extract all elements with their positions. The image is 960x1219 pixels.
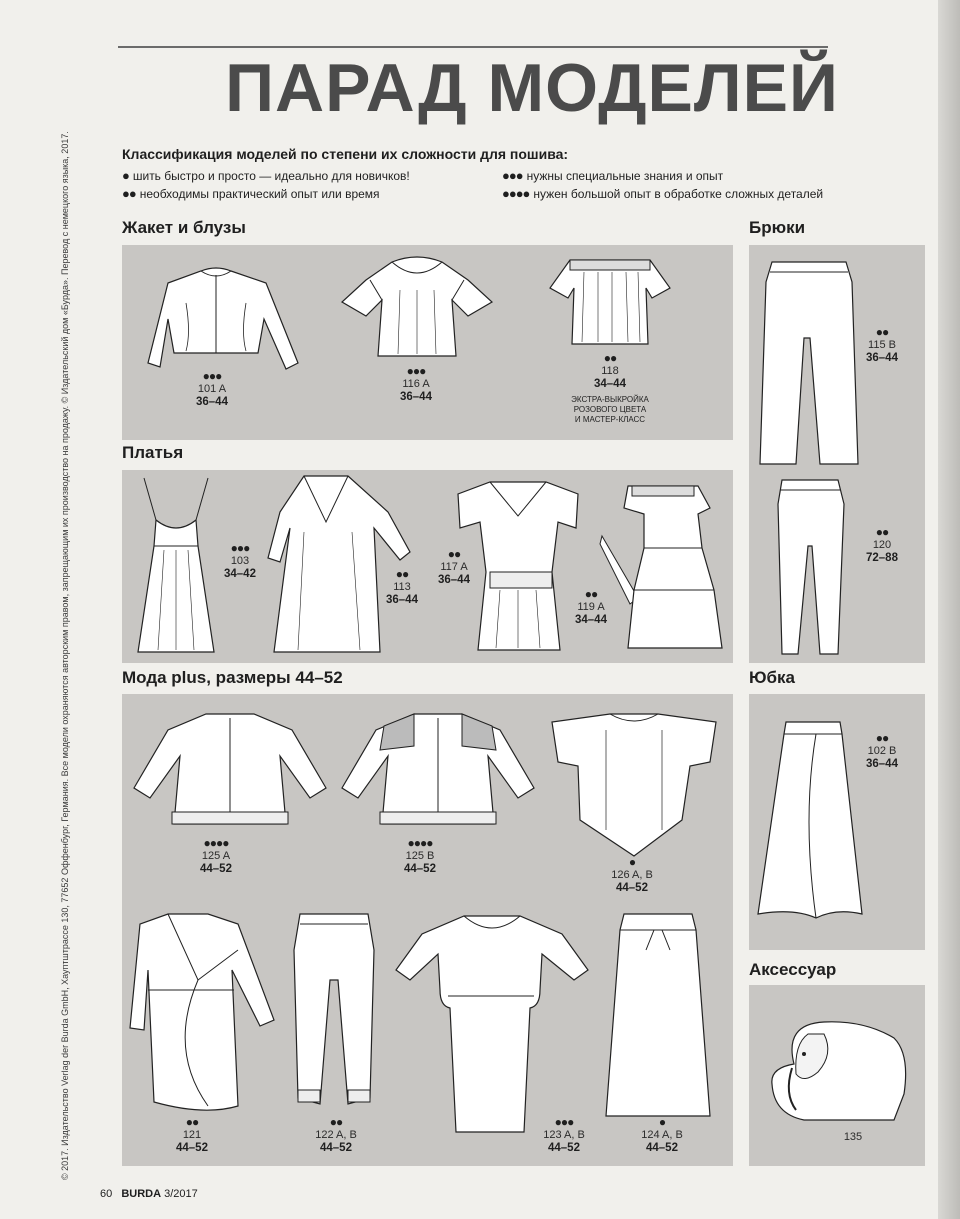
bomber-125a-drawing xyxy=(132,706,328,834)
page-number: 60 xyxy=(100,1188,113,1200)
difficulty-dots: ●● xyxy=(122,186,136,201)
difficulty-dots: ●● xyxy=(603,351,617,365)
blouse-118-drawing xyxy=(548,252,672,348)
model-size: 34–44 xyxy=(575,614,607,626)
skirt-102-drawing xyxy=(756,718,864,924)
issue-number: 3/2017 xyxy=(164,1188,198,1200)
model-121 xyxy=(152,1116,232,1155)
difficulty-dots: ●● xyxy=(447,547,461,561)
model-118 xyxy=(560,352,660,425)
next-page-edge xyxy=(938,0,960,1219)
model-116 xyxy=(376,365,456,404)
difficulty-dots: ●●● xyxy=(554,1115,574,1129)
model-number: 122 A, B xyxy=(315,1129,357,1141)
jacket-101-drawing xyxy=(146,263,306,375)
model-102 xyxy=(852,732,912,771)
section-title-jackets: Жакет и блузы xyxy=(122,218,246,237)
legend-text: нужны специальные знания и опыт xyxy=(526,168,724,183)
top-126-drawing xyxy=(550,710,718,860)
section-title-accessory: Аксессуар xyxy=(749,960,837,979)
model-124 xyxy=(622,1116,702,1155)
difficulty-dots: ●● xyxy=(185,1115,199,1129)
difficulty-dots: ●● xyxy=(875,731,889,745)
model-number: 116 A xyxy=(402,378,430,390)
difficulty-dots: ●●● xyxy=(202,369,222,383)
model-size: 36–44 xyxy=(196,396,228,408)
dress-123-drawing xyxy=(394,910,590,1136)
page-title: ПАРАД МОДЕЛЕЙ xyxy=(225,50,839,126)
copyright-sidebar: © 2017. Издательство Verlag der Burda GmbH, Хауптштрассе 130, 77652 Оффенбург, Германия. Все модели охраняются авторским правом, запрещающим их производство на продажу. © Издательский дом «Бурда». Перевод с немецкого языка, 2017. xyxy=(60,131,70,1180)
model-101 xyxy=(172,370,252,409)
difficulty-dots: ●● xyxy=(875,525,889,539)
model-120 xyxy=(852,526,912,565)
magazine-brand: BURDA xyxy=(121,1188,162,1200)
model-number: 118 xyxy=(601,365,619,377)
model-113 xyxy=(372,568,432,607)
difficulty-dots: ●●● xyxy=(502,168,523,183)
page-footer xyxy=(100,1188,198,1200)
section-title-plus: Мода plus, размеры 44–52 xyxy=(122,668,343,687)
blouse-116-drawing xyxy=(340,250,495,362)
dress-103-drawing xyxy=(134,476,218,656)
model-size: 72–88 xyxy=(866,552,898,564)
difficulty-dots: ● xyxy=(628,855,636,869)
legend-level-4 xyxy=(502,186,823,201)
section-title-trousers: Брюки xyxy=(749,218,806,237)
model-number: 103 xyxy=(230,555,250,567)
difficulty-dots: ●● xyxy=(584,587,598,601)
model-size: 34–44 xyxy=(594,378,626,390)
section-title-skirt: Юбка xyxy=(749,668,795,687)
legend-level-1 xyxy=(122,168,410,183)
model-size: 36–44 xyxy=(386,594,418,606)
classification-heading: Классификация моделей по степени их сложности для пошива: xyxy=(122,146,569,162)
model-number: 135 xyxy=(843,1131,863,1143)
model-number: 125 B xyxy=(405,850,435,862)
dress-119-drawing xyxy=(598,478,726,656)
model-size: 44–52 xyxy=(616,882,648,894)
dress-113-drawing xyxy=(264,472,414,656)
note-line: РОЗОВОГО ЦВЕТА xyxy=(573,405,647,414)
bomber-125b-drawing xyxy=(340,706,536,834)
model-size: 44–52 xyxy=(176,1142,208,1154)
model-123 xyxy=(524,1116,604,1155)
model-125b xyxy=(380,837,460,876)
model-size: 36–44 xyxy=(866,758,898,770)
model-125a xyxy=(176,837,256,876)
model-135 xyxy=(818,1131,888,1144)
model-size: 36–44 xyxy=(400,391,432,403)
model-115 xyxy=(852,326,912,365)
trousers-122-drawing xyxy=(292,910,376,1110)
extra-pattern-note xyxy=(560,395,660,425)
legend-level-3 xyxy=(502,168,723,183)
model-size: 44–52 xyxy=(320,1142,352,1154)
difficulty-dots: ●●● xyxy=(406,364,426,378)
model-number: 123 A, B xyxy=(543,1129,585,1141)
model-number: 119 A xyxy=(577,601,605,613)
note-line: И МАСТЕР-КЛАСС xyxy=(574,415,646,424)
model-size: 44–52 xyxy=(548,1142,580,1154)
legend-text: нужен большой опыт в обработке сложных деталей xyxy=(533,186,824,201)
dress-121-drawing xyxy=(128,910,278,1114)
note-line: ЭКСТРА-ВЫКРОЙКА xyxy=(571,395,649,404)
model-number: 101 A xyxy=(197,383,227,395)
difficulty-dots: ●● xyxy=(875,325,889,339)
model-number: 102 B xyxy=(867,745,897,757)
legend-text: шить быстро и просто — идеально для новичков! xyxy=(132,168,410,183)
model-119 xyxy=(556,588,626,627)
trousers-120-drawing xyxy=(776,476,846,658)
model-size: 44–52 xyxy=(404,863,436,875)
model-size: 36–44 xyxy=(866,352,898,364)
model-number: 117 A xyxy=(440,561,468,573)
model-126 xyxy=(592,856,672,895)
model-number: 113 xyxy=(393,581,411,593)
section-title-dresses: Платья xyxy=(122,443,184,462)
legend-level-2 xyxy=(122,186,380,201)
difficulty-dots: ● xyxy=(122,168,129,183)
trousers-115-drawing xyxy=(756,258,862,468)
model-number: 121 xyxy=(182,1129,202,1141)
difficulty-dots: ●●● xyxy=(230,541,250,555)
model-number: 125 A xyxy=(201,850,231,862)
model-size: 44–52 xyxy=(200,863,232,875)
model-size: 44–52 xyxy=(646,1142,678,1154)
model-122 xyxy=(296,1116,376,1155)
model-number: 115 B xyxy=(868,339,896,351)
model-number: 124 A, B xyxy=(641,1129,683,1141)
difficulty-dots: ●●●● xyxy=(407,836,433,850)
skirt-124-drawing xyxy=(604,910,712,1120)
model-size: 34–42 xyxy=(224,568,256,580)
title-rule xyxy=(118,46,828,48)
difficulty-dots: ●● xyxy=(329,1115,343,1129)
model-number: 126 A, B xyxy=(611,869,653,881)
difficulty-dots: ●●●● xyxy=(502,186,530,201)
model-103 xyxy=(210,542,270,581)
model-117 xyxy=(424,548,484,587)
elephant-bag-drawing xyxy=(764,1014,912,1124)
model-size: 36–44 xyxy=(438,574,470,586)
legend-text: необходимы практический опыт или время xyxy=(139,186,380,201)
difficulty-dots: ●●●● xyxy=(203,836,229,850)
difficulty-dots: ●● xyxy=(395,567,409,581)
difficulty-dots: ● xyxy=(658,1115,666,1129)
model-number: 120 xyxy=(872,539,892,551)
